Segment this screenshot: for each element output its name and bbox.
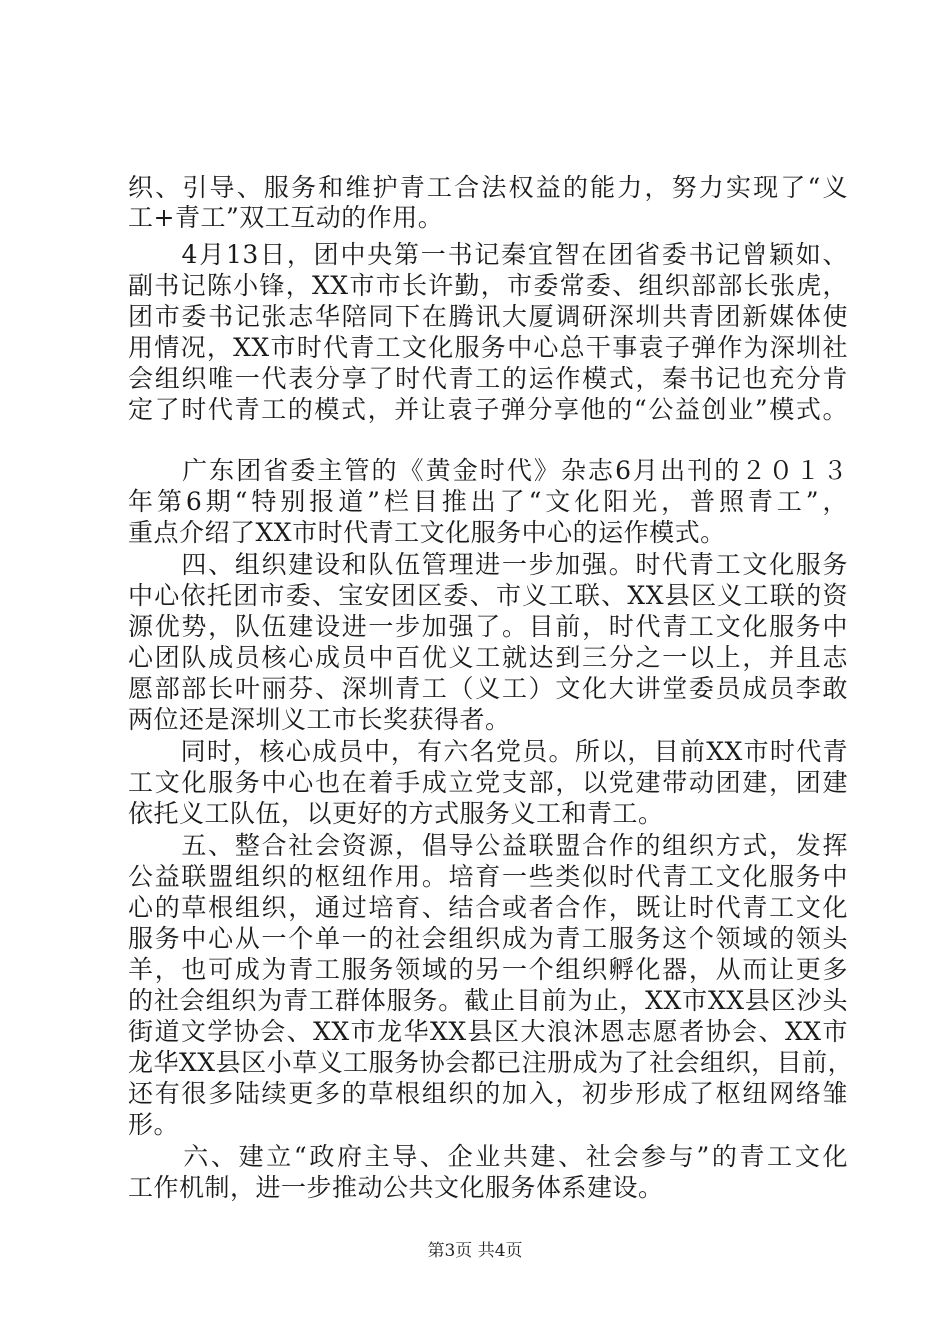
- text-line: 用情况，XX市时代青工文化服务中心总干事袁子弹作为深圳社: [128, 333, 848, 362]
- text-line: 六、建立“政府主导、企业共建、社会参与”的青工文化: [128, 1142, 848, 1171]
- text-line: 公益联盟组织的枢纽作用。培育一些类似时代青工文化服务中: [128, 862, 848, 891]
- text-line: 依托义工队伍，以更好的方式服务义工和青工。: [128, 799, 664, 828]
- text-line: 副书记陈小锋，XX市市长许勤，市委常委、组织部部长张虎，: [128, 271, 848, 300]
- text-line: 心的草根组织，通过培育、结合或者合作，既让时代青工文化: [128, 893, 848, 922]
- text-line: 定了时代青工的模式，并让袁子弹分享他的“公益创业”模式。: [128, 395, 848, 424]
- text-line: 中心依托团市委、宝安团区委、市义工联、XX县区义工联的资: [128, 581, 848, 610]
- text-line: 龙华XX县区小草义工服务协会都已注册成为了社会组织，目前，: [128, 1048, 854, 1077]
- text-line: 街道文学协会、XX市龙华XX县区大浪沐恩志愿者协会、XX市: [128, 1017, 848, 1046]
- text-line: 4月13日，团中央第一书记秦宜智在团省委书记曾颖如、: [128, 240, 848, 269]
- text-line: 同时，核心成员中，有六名党员。所以，目前XX市时代青: [128, 737, 848, 766]
- text-line: 年第6期“特别报道”栏目推出了“文化阳光，普照青工”，: [128, 487, 848, 516]
- text-line: 广东团省委主管的《黄金时代》杂志6月出刊的２０１３: [128, 456, 848, 485]
- text-line: 心团队成员核心成员中百优义工就达到三分之一以上，并且志: [128, 643, 848, 672]
- text-line: 工文化服务中心也在着手成立党支部，以党建带动团建，团建: [128, 768, 848, 797]
- text-line: 还有很多陆续更多的草根组织的加入，初步形成了枢纽网络雏: [128, 1079, 848, 1108]
- text-line: 羊，也可成为青工服务领域的另一个组织孵化器，从而让更多: [128, 955, 848, 984]
- text-line: 两位还是深圳义工市长奖获得者。: [128, 705, 511, 734]
- text-line: 重点介绍了XX市时代青工文化服务中心的运作模式。: [128, 518, 726, 547]
- text-line: 形。: [128, 1110, 180, 1139]
- text-line: 愿部部长叶丽芬、深圳青工（义工）文化大讲堂委员成员李敢: [128, 674, 848, 703]
- text-line: 的社会组织为青工群体服务。截止目前为止，XX市XX县区沙头: [128, 986, 848, 1015]
- text-line: 工+青工”双工互动的作用。: [128, 203, 444, 232]
- text-line: 团市委书记张志华陪同下在腾讯大厦调研深圳共青团新媒体使: [128, 302, 848, 331]
- text-line: 工作机制，进一步推动公共文化服务体系建设。: [128, 1173, 664, 1202]
- text-line: 会组织唯一代表分享了时代青工的运作模式，秦书记也充分肯: [128, 364, 848, 393]
- text-line: 服务中心从一个单一的社会组织成为青工服务这个领域的领头: [128, 924, 848, 953]
- page-footer: 第3页 共4页: [427, 1241, 523, 1261]
- text-line: 源优势，队伍建设进一步加强了。目前，时代青工文化服务中: [128, 612, 848, 641]
- text-line: 织、引导、服务和维护青工合法权益的能力，努力实现了“义: [128, 173, 848, 202]
- text-line: 四、组织建设和队伍管理进一步加强。时代青工文化服务: [128, 550, 848, 579]
- text-line: 五、整合社会资源，倡导公益联盟合作的组织方式，发挥: [128, 831, 848, 860]
